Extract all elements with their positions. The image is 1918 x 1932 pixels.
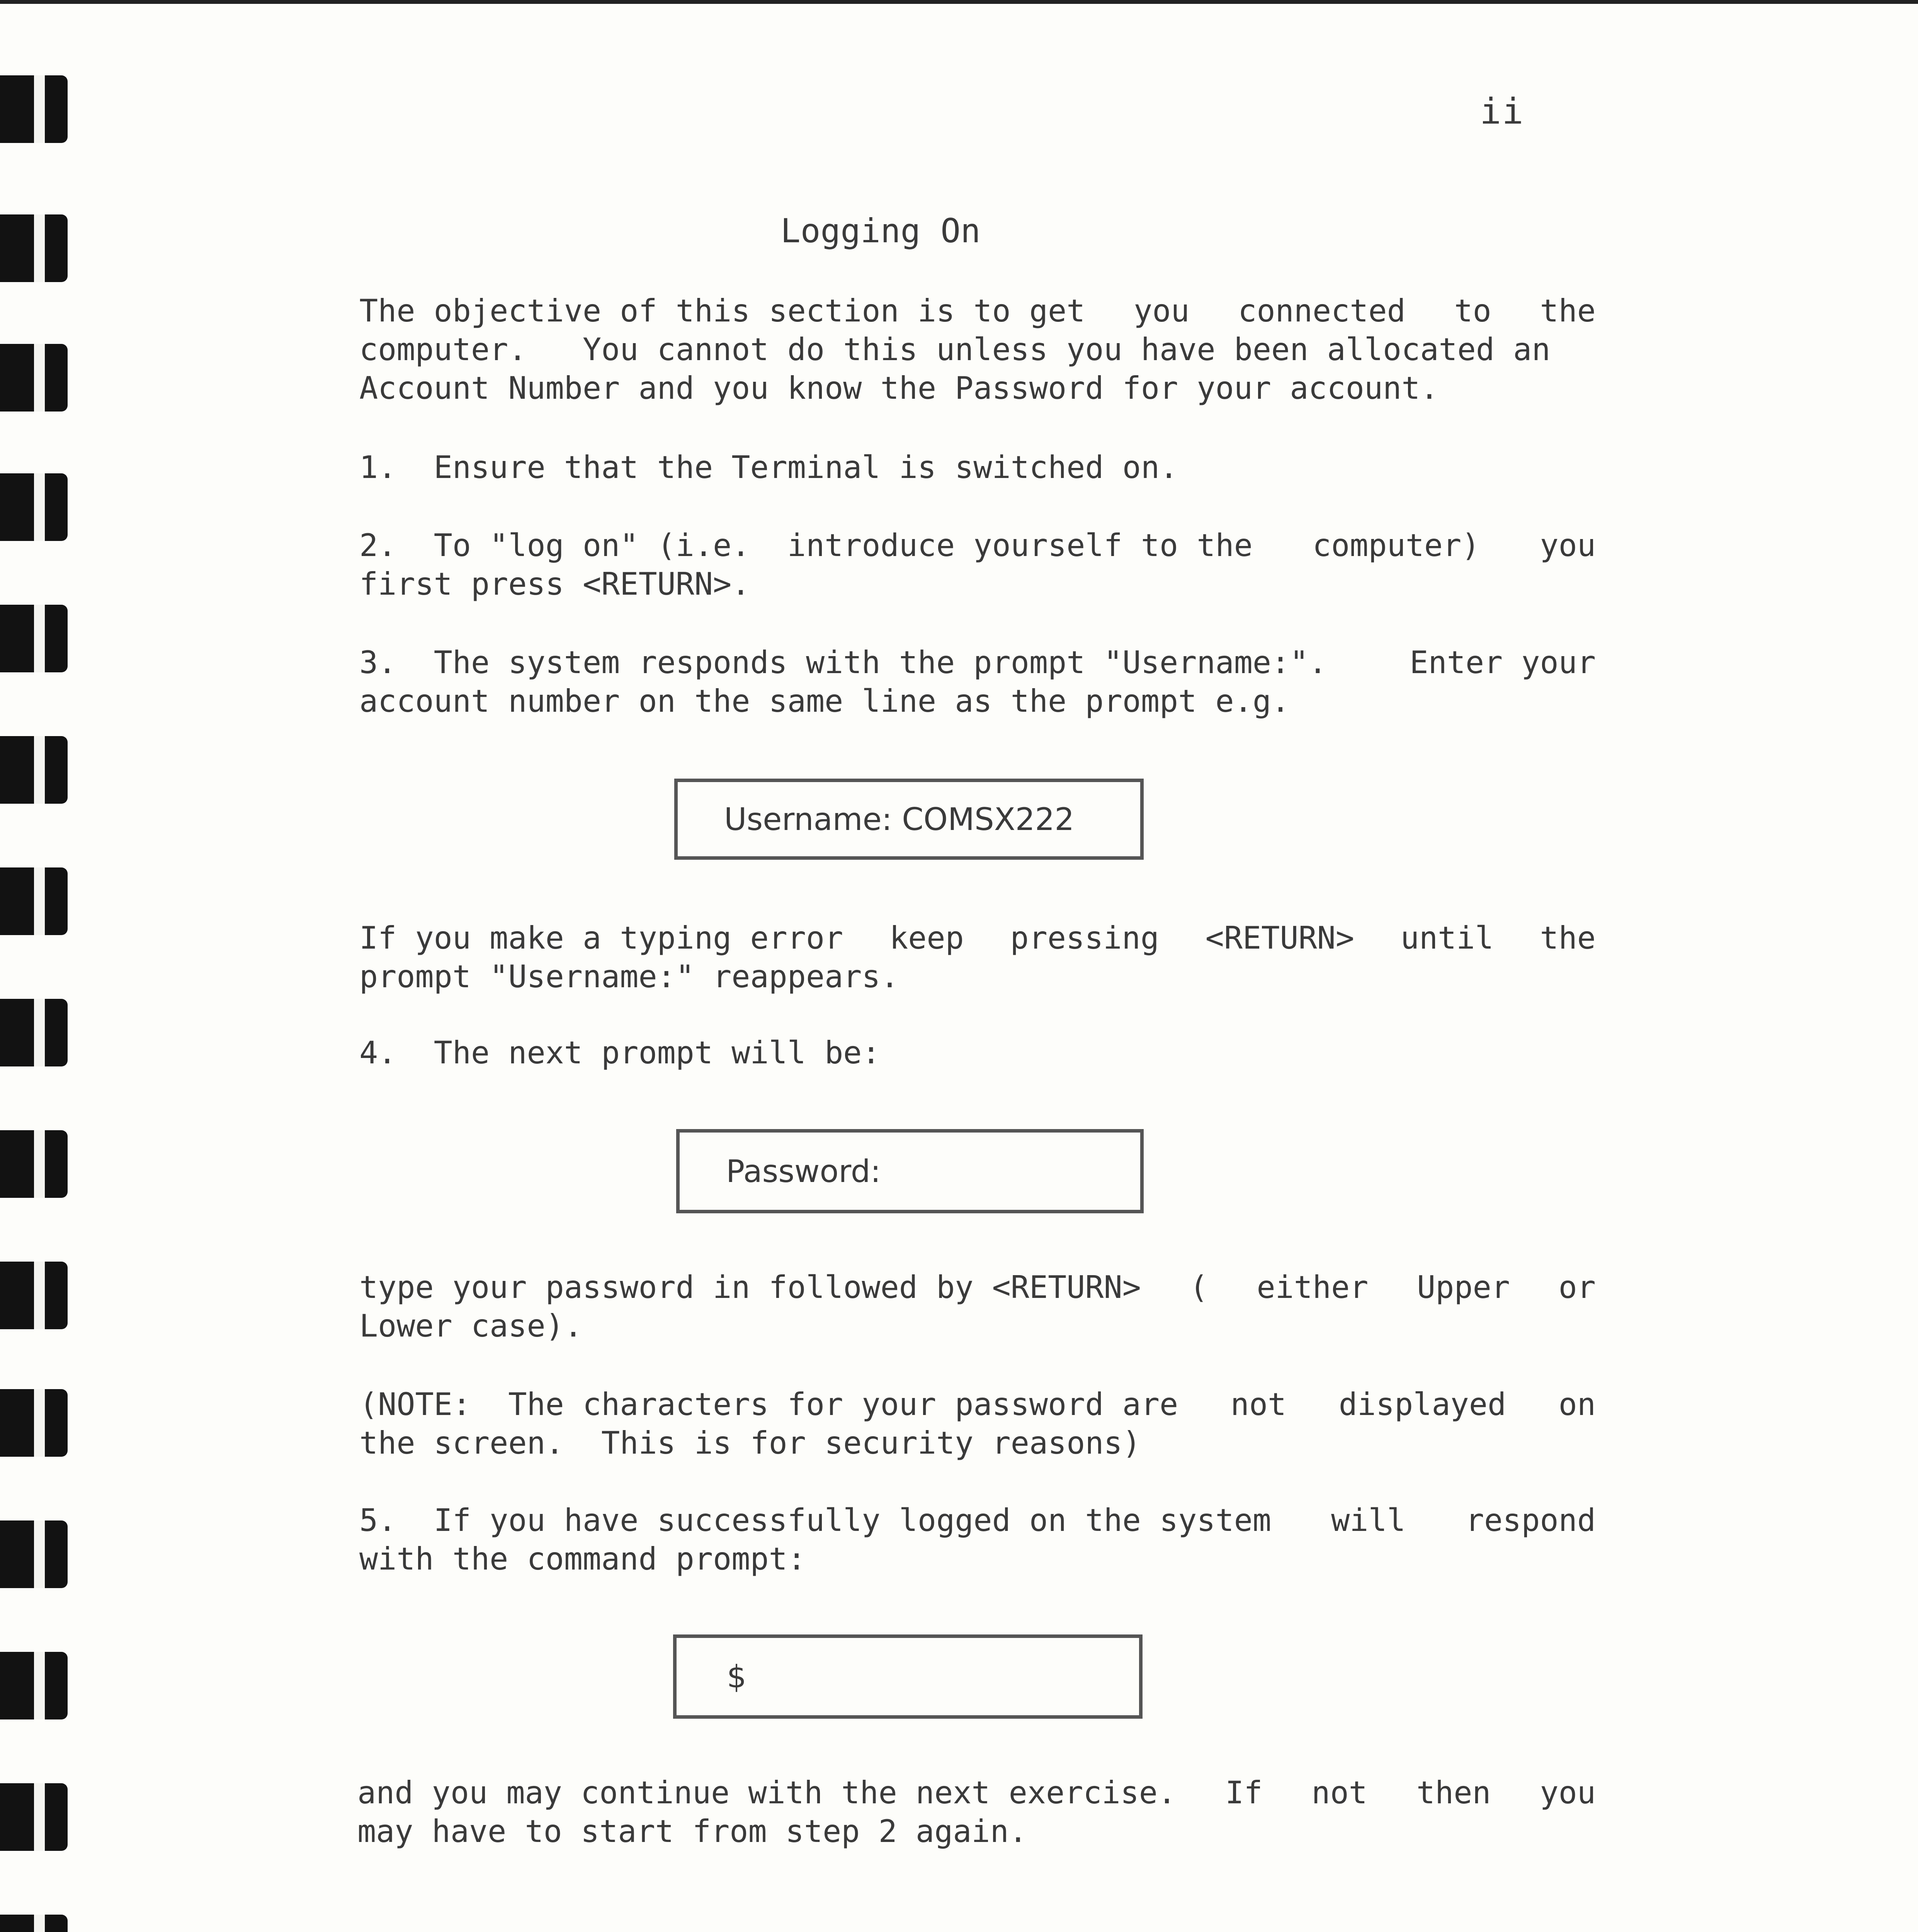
security-note-line-1: (NOTE: The characters for your password are not displayed on (359, 1386, 1596, 1422)
intro-paragraph (359, 292, 1596, 408)
binding-coil (0, 473, 68, 541)
typing-error-line-1: If you make a typing error keep pressing <RETURN> until the (359, 920, 1596, 956)
security-note-line-2: the screen. This is for security reasons) (359, 1425, 1141, 1461)
binding-coil (0, 736, 68, 804)
page-title: Logging On (780, 212, 981, 250)
binding-coil (0, 344, 68, 412)
closing-line-2: may have to start from step 2 again. (357, 1813, 1027, 1849)
intro-line-3: Account Number and you know the Password for your account. (359, 370, 1439, 406)
binding-coil (0, 1262, 68, 1329)
spiral-binding (0, 0, 77, 1932)
username-prompt-text: Username: COMSX222 (724, 801, 1075, 837)
page-number: ii (1480, 91, 1524, 132)
typing-error-paragraph (359, 919, 1596, 996)
binding-coil (0, 1783, 68, 1851)
closing-paragraph (357, 1774, 1596, 1851)
security-note (359, 1385, 1596, 1463)
password-instructions (359, 1268, 1596, 1345)
step-4-line-1: 4. The next prompt will be: (359, 1035, 881, 1071)
binding-coil (0, 1389, 68, 1457)
binding-coil (0, 605, 68, 672)
step-5-line-1: 5. If you have successfully logged on the system will respond (359, 1502, 1596, 1538)
step-3-line-2: account number on the same line as the prompt e.g. (359, 683, 1290, 719)
password-prompt-box (676, 1129, 1144, 1213)
step-3-line-1: 3. The system responds with the prompt "Username:". Enter your (359, 645, 1596, 680)
command-prompt-text: $ (727, 1658, 746, 1695)
step-4 (359, 1034, 1596, 1072)
command-prompt-box (673, 1634, 1143, 1719)
password-instructions-line-2: Lower case). (359, 1308, 583, 1344)
step-2-line-2: first press <RETURN>. (359, 566, 750, 602)
binding-coil (0, 1130, 68, 1198)
page-top-edge (0, 0, 1918, 4)
closing-line-1: and you may continue with the next exercise. If not then you (357, 1775, 1596, 1811)
step-3 (359, 643, 1596, 721)
step-2-line-1: 2. To "log on" (i.e. introduce yourself to the computer) you (359, 527, 1596, 563)
intro-line-2: computer. You cannot do this unless you have been allocated an (359, 332, 1551, 367)
binding-coil (0, 214, 68, 282)
typing-error-line-2: prompt "Username:" reappears. (359, 959, 899, 995)
step-5 (359, 1501, 1596, 1578)
username-prompt-box (674, 779, 1144, 860)
step-2 (359, 526, 1596, 604)
binding-coil (0, 75, 68, 143)
password-prompt-text: Password: (726, 1153, 881, 1189)
password-instructions-line-1: type your password in followed by <RETURN> ( either Upper or (359, 1269, 1596, 1305)
binding-coil (0, 1915, 68, 1932)
step-5-line-2: with the command prompt: (359, 1541, 806, 1577)
binding-coil (0, 1520, 68, 1588)
binding-coil (0, 1652, 68, 1719)
intro-line-1: The objective of this section is to get you connected to the (359, 293, 1596, 329)
step-1 (359, 448, 1596, 487)
binding-coil (0, 999, 68, 1066)
binding-coil (0, 867, 68, 935)
step-1-line-1: 1. Ensure that the Terminal is switched on. (359, 449, 1178, 485)
